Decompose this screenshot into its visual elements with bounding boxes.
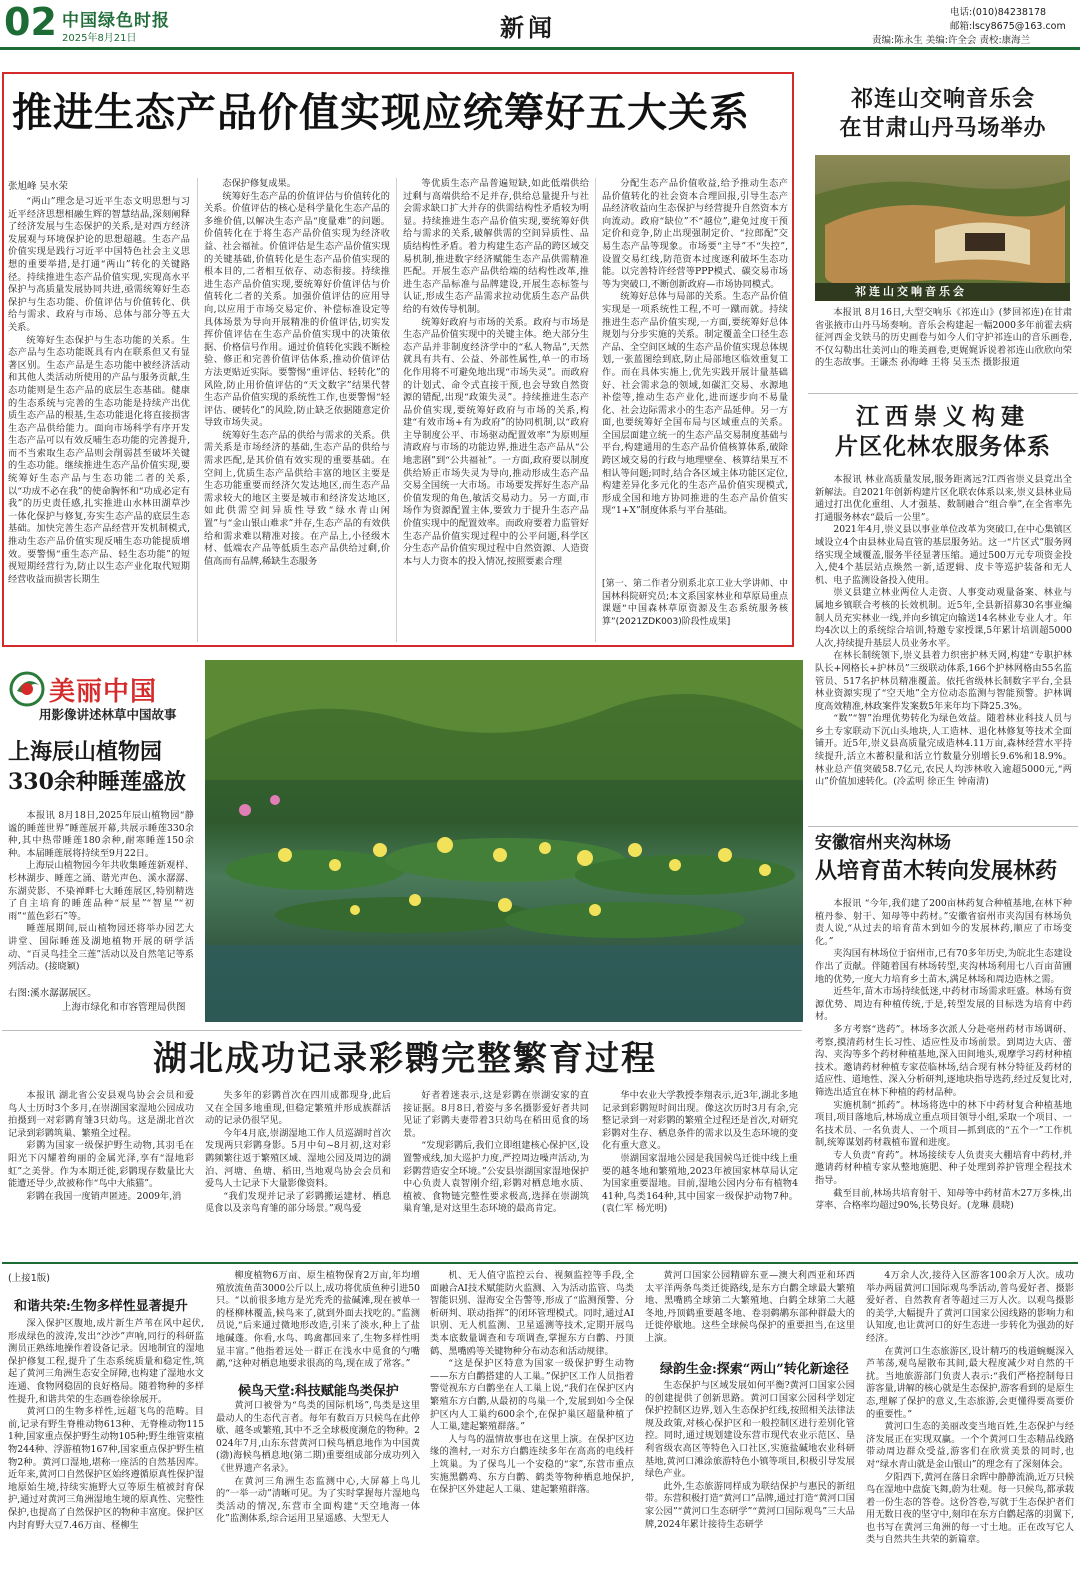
paragraph: 黄河口生态的美丽改变当地百姓,生态保护与经济发展正在实现双赢。一个个黄河口生态精品线路带动周边群众受益,游客们在欣赏美景的同时,也对“绿水青山就是金山银山”的理念有了深刻体会。 (866, 1421, 1074, 1470)
date: 2025年8月21日 (62, 33, 137, 44)
lead-col-3-text (403, 178, 589, 568)
paragraph: 统筹好总体与局部的关系。生态产品价值实现是一项系统性工程,不可一蹴而就。持续推进生态产品价值实现,一方面,要统筹好总体规划与分步实施的关系。制定覆盖全口径生态产品、全空间区域的生态产品价值实现总体规划,一张蓝图绘到底,防止局部地区临效重复工作。而在具体实施上,优先实践开展计量基础好、社会需求急的领域,如碳汇交易、水源地补偿等,推动生态产业化,进而逐步向不易量化、社会边际需求小的生态产品延伸。另一方面,也要统筹好全国布局与区域重点的关系。全国层面建立统一的生态产品交易制度基础与平台,构建通用的生态产品价值核算体系,破除跨区域交易的行政与地理壁垒、核算结果互不相认等问题;同时,结合各区域主体功能区定位,构建差异化多元化的生态产品价值实现模式,形成全国和地方协同推进的生态产品价值实现“1+X”制度体系与平台基础。 (602, 291, 788, 517)
bottom-heading-1: 和谐共荣:生物多样性显著提升 (14, 1299, 188, 1314)
jiangxi-rule (808, 826, 1078, 827)
meili-title-2: 330余种睡莲盛放 (8, 769, 186, 795)
bottom-col-4a (645, 1270, 855, 1354)
anhui-title-1: 安徽宿州夹沟林场 (815, 833, 951, 853)
lead-divider-1 (197, 178, 198, 642)
paragraph: 统筹好生态产品的供给与需求的关系。供需关系是市场经济的基础,生态产品的供给与需求匹配,是其价值有效实现的重要基础。在空间上,优质生态产品供给丰富的地区主要是生态功能重要而经济欠发达地区,而生态产品需求较大的地区主要是城市和经济发达地区,如此供需空间异质性导致“绿水青山闲置”与“金山银山难求”并存,生态产品的有效供给和需求难以精准对接。在产品上,小径级木材、低端农产品等低质生态产品供给过剩,价值高而有品牌,稀缺生态服务 (204, 429, 390, 567)
contact-phone: 电话:(010)84238178 (950, 7, 1047, 18)
meili-logo-icon (9, 671, 45, 707)
lead-col-3 (403, 178, 589, 642)
qilian-photo-art (815, 155, 1070, 301)
paragraph: 彩鹮在我国一度销声匿迹。2009年,消 (26, 1190, 182, 1202)
paragraph: “这是保护区特意为国家一级保护野生动物——东方白鹳搭建的人工巢。”保护区工作人员指着警觉视东方白鹳坐在人工巢上说,“我们在保护区内繁殖东方白鹳,从最初的鸟巢一个,发展到如今全保护区内人工巢约600余个,在保护巢区超量种植了人工巢,建起繁殖群落。” (430, 1358, 634, 1433)
paragraph: 好者着迷表示,这是彩鹮在崇湖安家的直接证据。8月8日,着姿与多名摄影爱好者共同见证了彩鹮夫妻带着3只幼鸟在稻田觅食的场景。 (403, 1090, 589, 1139)
meili-title-1: 上海辰山植物园 (8, 739, 163, 765)
bottom-col-2a-text (216, 1270, 420, 1371)
paragraph: 柳度植物6万亩、原生植物保育2万亩,年均增殖放流鱼苗3000公斤以上,成功将优质鱼种引进50只。“以前很多地方是光秃秃的盐碱滩,现在被单一的柽柳林覆盖,候鸟来了,就到外面去找吃的。”监测员说,“后来通过微地形改造,引来了淡水,种上了盐地碱蓬。你看,水鸟、鸣禽都回来了,生物多样性明显丰富。”他指着远处一群正在浅水中觅食的勺嘴鹬,“这种对栖息地要求很高的鸟,现在成了常客。” (216, 1270, 420, 1370)
lead-col-4-text (602, 178, 788, 518)
jiangxi-text-body (815, 474, 1072, 789)
bottom-col-1 (8, 1318, 204, 1578)
masthead-rule (0, 47, 1080, 50)
hubei-col-1 (8, 1090, 194, 1245)
paragraph: 本报讯 8月16日,大型交响乐《祁连山》(梦回祁连)在甘肃省张掖市山丹马场奏响。音乐会构建起一幅2000多年前霍去病征河西金戈铁马的历史画卷与如今人们守护祁连山的音乐画卷,不仅勾勒出壮美河山的唯美画卷,更娓娓诉说着祁连山欣欣向荣的生态故事。王谦杰 孙海峰 王将 吴玉杰 摄影报道 (815, 307, 1072, 369)
paragraph: 等优质生态产品普遍短缺,如此低端供给过剩与高端供给不足并存,供给总量提升与社会需求缺口扩大并存的供需结构性矛盾较为明显。持续推进生态产品价值实现,要统筹好供给与需求的关系,破解供需的空间异质性、品质结构性矛盾。着力构建生态产品的跨区域交易机制,推进数字经济赋能生态产品供需精准匹配。开展生态产品供给端的结构性改革,推进生态产品标准与品牌建设,开展生态标签与认证,形成生态产品需求拉动优质生态产品供给的有效传导机制。 (403, 178, 589, 315)
paragraph: 生态保护与区域发展如何平衡?黄河口国家公园的创建提供了创新思路。黄河口国家公园科学划定保护控制区边界,划入生态保护红线,按照相关法律法规及政策,对核心保护区和一般控制区进行差别化管控。同时,通过规划建设东营市现代农业示范区、垦利省级农高区等特色入口社区,实施盐碱地农业科研基地,黄河口滩涂旅游特色小镇等项目,积极引导发展绿色产业。 (645, 1380, 855, 1480)
contact-email: 邮箱:lscy8675@163.com (950, 21, 1066, 32)
paragraph: 2021年4月,崇义县以事业单位改革为突破口,在中心集镇区域设立4个由县林业局直管的基层服务站。这一“片区式”服务网络实现全域覆盖,服务半径显著压缩。通过500万元专项资金投入,使4个基层站点焕然一新,适逻辑、皮卡等巡护装备和无人机、电子监测设备投入使用。 (815, 524, 1072, 586)
paragraph: 华中农业大学教授李翔表示,近3年,湖北多地记录到彩鹮短时间出现。像这次历时3月有余,完整记录到一对彩鹮的繁殖全过程还是首次,对研究彩鹮对生存、栖息条件的需求以及生态环境的变化有重大意义。 (602, 1090, 798, 1152)
paragraph: 本报讯 湖北省公安县观鸟协会会员和爱鸟人士历时3个多月,在崇湖国家湿地公园成功拍摄到一对彩鹮育雏3只幼鸟。这是湖北首次记录到彩鹮筑巢、繁殖全过程。 (8, 1090, 194, 1139)
paragraph: 分配生态产品价值收益,给予推动生态产品价值转化的社会资本合理回报,引导生态产品经济收益向生态保护与经营提升自然资本方向流动。政府“缺位”不“越位”,避免过度干预定价和竞争,防止出现强制定价、“拉郎配”交易生态产品等现象。市场要“主导”不“失控”,设置交易红线,防范资本过度逐利破坏生态功能。以完善特许经营等PPP模式、碳交易市场等为突破口,不断创新政府—市场协同模式。 (602, 178, 788, 290)
bottom-col-1-text (8, 1318, 204, 1532)
continued-tag: (上接1版) (8, 1273, 50, 1284)
jiangxi-title-2: 片区化林农服务体系 (835, 433, 1051, 460)
qilian-photo (815, 155, 1070, 301)
paragraph: 近些年,苗木市场持续低迷,中药材市场需求旺盛。林场有资源优势、周边有种植传统,于是,转型发展的目标选为培育中药材。 (815, 986, 1072, 1023)
paragraph: 此外,生态旅游同样成为联结保护与惠民的新纽带。东营积极打造“黄河口”品牌,通过打造“黄河口国家公园”“黄河口生态研学”“黄河口国际观鸟”三大品牌,2024年累计接待生态研学 (645, 1480, 855, 1530)
paragraph: “两山”理念是习近平生态文明思想与习近平经济思想相融生辉的智慧结晶,深刻阐释了经济发展与生态保护的关系,是对西方经济发展观与环境保护论的思想超越。生态产品价值实现是践行习近平中国特色社会主义思想的重要举措,是打通“两山”转化的关键路径。持续推进生态产品价值实现,实现高水平保护与高质量发展协同共进,亟需统筹好生态保护与生态功能、价值评估与价值转化、供给与需求、政府与市场、总体与部分等五大关系。 (8, 196, 190, 333)
hubei-title: 湖北成功记录彩鹮完整繁育过程 (153, 1039, 657, 1079)
hubei-col-3-text (403, 1090, 589, 1216)
qilian-rule (808, 393, 1078, 394)
hubei-col-4 (602, 1090, 798, 1245)
paragraph: 上海辰山植物园今年共收集睡莲新观样、杉林湖步、睡莲之涌、谐光声色、溪水潺潺、东湖荧影、不染禅畔七大睡莲展区,特别精选了自主培育的睡莲品种“辰星”“智星”“初雨”“蓝色彩石”等。 (8, 860, 194, 922)
qilian-title-2: 在甘肃山丹马场举办 (839, 115, 1047, 141)
jiangxi-title-1: 江西崇义构建 (856, 403, 1030, 430)
qilian-title-1: 祁连山交响音乐会 (850, 86, 1035, 112)
lead-divider-3 (595, 178, 596, 642)
bottom-col-5 (866, 1270, 1074, 1578)
paragraph: 夹沟国有林场位于宿州市,已有70多年历史,为皖北生态建设作出了贡献。伴随着国有林场转型,夹沟林场利用七八百亩苗圃地的优势,一度大力培育乡土苗木,满足林场和周边造林之需。 (815, 948, 1072, 985)
meili-slogan: 用影像讲述林草中国故事 (39, 707, 177, 722)
paragraph: 睡莲展期间,辰山植物园还将举办园艺大讲堂、国际睡莲及湖地植物开展的研学活动、“百灵鸟挂全三莲”活动以及自然笔记等系列活动。(接晓颖) (8, 923, 194, 973)
bottom-heading-3: 绿韵生金:探索“两山”转化新途径 (660, 1362, 849, 1377)
waterlily-photo (205, 660, 803, 1022)
anhui-text-body (815, 898, 1072, 1213)
paragraph: 本报讯 8月18日,2025年辰山植物园“静谧的睡莲世界”睡莲展开幕,共展示睡莲330余种,其中热带睡莲180余种,耐寒睡莲150余种。本届睡莲展将持续至9月22日。 (8, 810, 194, 859)
paragraph: 本报讯 “今年,我们建了200亩林药复合种植基地,在林下种植丹参、射干、知母等中药材。”安徽省宿州市夹沟国有林场负责人说,“从过去的培育苗木到如今的发展林药,顺应了市场变化。” (815, 898, 1072, 947)
paragraph: 崇义县建立林业两位人走资、人事变动观量备案、林业与属地乡镇联合考核的长效机制。近5年,全县新招募30名事业编制人员充实林业一线,并向乡镇定向输送14名林业专业人才。年均4次以上的系统综合培训,特邀专家授课,5年累计培训超5000人次,持续提升基层人员业务水平。 (815, 587, 1072, 649)
lead-col-1 (8, 196, 190, 642)
bottom-col-4b (645, 1380, 855, 1578)
bottom-col-5-text (866, 1270, 1074, 1547)
meili-logo (5, 665, 195, 725)
bottom-section-rule (2, 1262, 1078, 1264)
editors: 责编:陈永生 美编:许全会 责校:康海兰 (872, 35, 1031, 46)
paragraph: 今年4月底,崇湖湿地工作人员巡湖时首次发现两只彩鹮身影。5月中旬~8月初,这对彩鹮频繁往返于繁殖区域、湿地公园及周边的湖泊、河塘、鱼塘、稻田,当地观鸟协会会员和爱鸟人士记录下大量影像资料。 (205, 1127, 391, 1190)
bottom-heading-2: 候鸟天堂:科技赋能鸟类保护 (238, 1384, 399, 1399)
paragraph: 实施机制“抓药”。林场将选中的林下中药材复合种植基地项目,项目落地后,林场成立重点项目领导小组,采取一个项目、一名技术员、一名负责人、一个项目—抓到底的“五个一”工作机制,统筹谋划药材栽植布置和进度。 (815, 1099, 1072, 1149)
hubei-col-2 (205, 1090, 391, 1245)
paragraph: 专人负责“育药”。林场接续专人负责夹大棚培育中药材,并邀请药材种植专家从整地施肥、种子处理到养护管理全程技术指导。 (815, 1149, 1072, 1187)
paragraph: 夕阳西下,黄河在落日余晖中静静流淌,近万只候鸟在湿地中盘旋飞舞,蔚为壮观。每一只候鸟,都承载着一份生态的答卷。这份答卷,写就于生态保护者们用无数日夜的坚守中,刻印在东方白鹳起落的羽翼下,也书写在黄河三角洲的每一寸土地。正在改写它人类与自然共生共荣的新篇章。 (866, 1471, 1074, 1546)
lead-col-4 (602, 178, 788, 576)
lead-title: 推进生态产品价值实现应统筹好五大关系 (12, 89, 750, 136)
bottom-col-3-text (430, 1270, 634, 1497)
lead-byline: 张旭峰 吴水荣 (8, 181, 69, 192)
page-number: 02 (4, 2, 57, 42)
anhui-title-2: 从培育苗木转向发展林药 (815, 858, 1058, 884)
paragraph: 人与鸟的温情故事也在这里上演。在保护区边缘的渔村,一对东方白鹳连续多年在高高的电线杆上筑巢。为了保鸟儿一个安稳的“家”,东营市重点实施黑鹳鸡、东方白鹳、鹤类等物种栖息地保护,在保护区外建起人工巢、建起繁殖群落。 (430, 1433, 634, 1496)
hubei-col-1-text (8, 1090, 194, 1203)
meili-bottom-rule (2, 1030, 802, 1031)
waterlily-photo-art (205, 660, 803, 1022)
paragraph: 崇湖国家湿地公园是我国候鸟迁徙中线上重要的越冬地和繁殖地,2023年被国家林草局认定为国家重要湿地。目前,湿地公园内分布有植物441种,鸟类164种,其中国家一级保护动物7种。(袁仁军 杨光明) (602, 1152, 798, 1215)
bottom-col-4b-text (645, 1380, 855, 1531)
masthead (0, 0, 1080, 46)
lead-col-1-text (8, 196, 190, 586)
hubei-col-2-text (205, 1090, 391, 1216)
paragraph: 在林长制统领下,崇义县着力织密护林天网,构建“专职护林队长+网格长+护林员”三级联动体系,166个护林网格由55名监管员、517名护林员精准覆盖。依托省级林长制数字平台,全县林业资源实现了“空天地”全方位动态监测与智能预警。护林调度高效精准,林政案件发案数5年来年均下降25.3%。 (815, 650, 1072, 712)
paragraph: “发现彩鹮后,我们立即组建核心保护区,设置警戒线,加大巡护力度,严控周边噪声活动,为彩鹮营造安全环境。”公安县崇湖国家湿地保护中心负责人袁智刚介绍,彩鹮对栖息地水质、植被、食物链完整性要求极高,选择在崇湖筑巢育雏,是对这里生态环境的最高肯定。 (403, 1140, 589, 1215)
hubei-col-4-text (602, 1090, 798, 1216)
paragraph: 统筹好生态产品的价值评估与价值转化的关系。价值评估的核心是科学量化生态产品的多维价值,以解决生态产品“度量难”的问题。价值转化在于将生态产品价值实现为经济收益、社会福祉。价值评估是生态产品价值实现的关键基础,价值转化是生态产品价值实现的根本目的,二者相互依存、动态衔接。持续推进生态产品价值实现,要统筹好价值评估与价值转化二者的关系。加强价值评估的应用导向,以应用于市场交易定价、补偿标准设定等具体场景为导向开展精准的价值评估,切实发挥价值评估在生态产品价值实现中的决策依据、价格信号作用。通过价值转化实践不断检验、修正和完善价值评估体系,推动价值评估方法更贴近实际。要警惕“重评估、轻转化”的风险,防止用价值评估的“天文数字”结果代替生态产品价值实现的系统性工作,也要警惕“轻评估、硬转化”的风险,防止缺乏依据随意定价导致市场失灵。 (204, 190, 390, 429)
section-title: 新闻 (500, 13, 556, 42)
paragraph: 黄河口被誉为“鸟类的国际机场”,鸟类是这里最动人的生态代言者。每年有数百万只候鸟在此停歇、越冬或繁殖,其中不乏全球极度濒危的物种。2024年7月,山东东营黄河口候鸟栖息地作为中国黄(渤)海候鸟栖息地(第二期)重要组成部分成功列入《世界遗产名录》。 (216, 1400, 420, 1474)
lead-col-2-text (204, 178, 390, 568)
jiangxi-text (815, 474, 1072, 822)
lead-fund-note: [第一、第二作者分别系北京工业大学讲师、中国林科院研究员;本文系国家林业和草原局重点课题“中国森林草原资源及生态系统服务核算”(2021ZDK003)阶段性成果] (602, 579, 788, 627)
bottom-col-4a-text (645, 1270, 855, 1346)
paragraph: 统筹好政府与市场的关系。政府与市场是生态产品价值实现中的关键主体。绝大部分生态产品并非制度经济学中的“私人物品”,天然就具有共有、公益、外部性属性,单一的市场化作用将不可避免地出现“市场失灵”。而政府的计划式、命令式直接干预,也会导致自然资源的错配,出现“政策失灵”。持续推进生态产品价值实现,要统筹好政府与市场的关系,构建“有效市场+有为政府”的协同机制,以“政府主导制度公平、市场驱动配置效率”为原则厘清政府与市场的功能边界,推进生态产品从“公地悲剧”到“公共福祉”。一方面,政府要以制度供给矫正市场失灵为导向,推动形成生态产品交易全国统一大市场。市场要发挥好生态产品价值发现的角色,敏活交易动力。另一方面,市场作为资源配置主体,要致力于提升生态产品价值实现中的配置效率。而政府要着力监管好生态产品价值实现过程中的公平问题,科学区分生态产品价值实现过程中自然资源、人造资本与人力资本的投入情况,按照要素合理 (403, 316, 589, 567)
meili-caption: 右图:溪水潺潺展区。 (8, 988, 97, 999)
lead-divider-2 (396, 178, 397, 642)
meili-text (8, 810, 194, 988)
paragraph: 失多年的彩鹮首次在四川成都现身,此后又在全国多地重现,但稳定繁殖并形成族群活动的记录仍很罕见。 (205, 1090, 391, 1127)
bottom-col-3 (430, 1270, 634, 1578)
meili-text-body (8, 810, 194, 974)
paragraph: 深入保护区腹地,成片新生芦苇在风中起伏,形成绿色的波涛,发出“沙沙”声响,同行的科研监测员正熟练地操作着设备记录。因地制宜的湿地保护修复工程,提升了生态系统质量和稳定性,筑起了黄河三角洲生态安全屏障,也构建了湿地水文连通、食物网稳固的良好格局。随着物种的多样性提升,和谐共荣的生态画卷徐徐展开。 (8, 1318, 204, 1405)
lead-col-2 (204, 178, 390, 642)
anhui-text (815, 898, 1072, 1248)
paragraph: 黄河口国家公园精辟东亚—澳大利西亚和环西太平洋两条鸟类迁徙路线,是东方白鹳全球最大繁殖地、黑嘴鸥全球第二大繁殖地、白鹤全球第二大越冬地,丹顶鹤重要越冬地、卷羽鹈鹕东部种群最大的迁徙停歇地。这些全球候鸟保护的重要担当,在这里上演。 (645, 1270, 855, 1344)
bottom-col-2a (216, 1270, 420, 1376)
paragraph: 在黄河三角洲生态监测中心,大屏幕上鸟儿的“一举一动”清晰可见。为了实时掌握每片湿地鸟类活动的情况,东营市全面构建“天空地海一体化”监测体系,综合运用卫星遥感、大型无人 (216, 1475, 420, 1525)
hubei-col-3 (403, 1090, 589, 1245)
meili-credit: 上海市绿化和市容管理局供图 (62, 1002, 186, 1013)
paragraph: 彩鹮为国家一级保护野生动物,其羽毛在阳光下闪耀着绚丽的金属光泽,享有“湿地彩虹”之美誉。作为本期迁徙,彩鹮现存数量比大能遭还导少,故被称作“鸟中大熊猫”。 (8, 1140, 194, 1190)
paragraph: “我们发现并记录了彩鹮搬运建材、栖息觅食以及亲鸟育雏的部分场景。”观鸟爱 (205, 1190, 391, 1215)
paragraph: 机、无人值守监控云台、视频监控等手段,全面融合AI技术赋能防火监测、入为活动监管、鸟类智能识别、湿海安全告警等,形成了“监测预警、分析研判、联动指挥”的闭环管理模式。同时,通过AI识别、无人机监测、卫星遥测等技术,定期开展鸟类本底数量调查和专项调查,掌握东方白鹳、丹顶鹤、黑嘴鸥等关键物种分布动态和活动规律。 (430, 1270, 634, 1357)
paragraph: 截至目前,林场共培育射干、知母等中药材苗木27万多株,出芽率、合格率均超过90%,长势良好。(龙琳 晨晓) (815, 1187, 1072, 1212)
bottom-col-2b-text (216, 1400, 420, 1526)
paragraph: 本报讯 林业高质量发展,服务距离远?江西省崇义县竟出全新解法。自2021年创新构建片区化联农体系以来,崇义县林业局通过打出优化重组、人才强基、数制融合“组合拳”,在全省率先打通服务林农“最后一公里”。 (815, 474, 1072, 523)
paragraph: 黄河口的生物多样性,远超飞鸟的范畴。目前,记录有野生脊椎动物613种、无脊椎动物1151种,国家重点保护野生动物105种;野生维管束植物244种、浮游植物167种,国家重点保护野生植物2种。黄河口湿地,堪称一座活的自然基因库。近年来,黄河口自然保护区始终遵循原真性保护湿地原始生境,持续实施野大豆等原生植被封育保护,通过对黄河三角洲湿地生境的原真性、完整性保护,也提高了自然保护区的物种丰富度。保护区内封育野大豆7.46万亩、柽柳生 (8, 1406, 204, 1531)
paragraph: 4万余人次,接待入区游客100余万人次。成功举办两届黄河口国际观鸟季活动,普鸟爱好者、摄影爱好者、自然教育者等超过三万人次。以观鸟摄影的美学,大幅提升了黄河口国家公园线路的影响力和认知度,也让黄河口的好生态进一步转化为强劲的好经济。 (866, 1270, 1074, 1344)
qilian-text-body (815, 307, 1072, 370)
meili-logo-text: 美丽中国 (49, 677, 158, 707)
paragraph: 统筹好生态保护与生态功能的关系。生态产品与生态功能既具有内在联系但又有显著区别。生态产品是生态功能中被经济活动和其他人类活动所使用的产品与服务贡献,生态功能则是生态产品的底层生态基础。健康的生态系统与完善的生态功能是持续产出优质生态产品的根基,生态功能退化将直接损害生态产品供给能力。面向市场科学有序开发生态产品可以有效反哺生态功能的完善提升,而不当索取生态产品则会削弱甚至破坏关键的生态功能。继续推进生态产品价值实现,要统筹好生态产品与生态功能二者的关系,以“功成不必在我”的使命胸怀和“功成必定有我”的历史责任感,扎实推进山水林田湖草沙一体化保护与修复,夯实生态产品的底层生态基础。加快完善生态产品经营开发机制模式,推动生态产品价值实现反哺生态功能提质增效。要警惕“重生态产品、轻生态功能”的短视短期经营行为,防止以生态产业化取代短期经营收益而损害长期生 (8, 334, 190, 585)
paragraph: 态保护修复成果。 (222, 178, 296, 189)
bottom-col-2b (216, 1400, 420, 1578)
paragraph: 在黄河口生态旅游区,设计精巧的栈道蜿蜒深入芦苇荡,观鸟屋散布其间,最大程度减少对自然的干扰。当地旅游部门负责人表示:“我们严格控制每日游客量,讲解的核心就是生态保护,游客看到的是原生态,理解了保护的意义,生态旅游,会更懂得要高要价的重要性。” (866, 1345, 1074, 1420)
paper-name: 中国绿色时报 (62, 11, 170, 31)
qilian-photo-caption: 祁连山交响音乐会 (855, 285, 967, 298)
qilian-text (815, 307, 1072, 407)
paragraph: “数”“智”治理优势转化为绿色效益。随着林业科技人员与乡土专家联动下沉山头地块,人工造林、退化林修复等技术全面铺开。近5年,崇义县高质量完成造林4.11万亩,森林经营水平持续提升,活立木蓄积量和活立竹数量分别增长9.6%和18.9%。林业总产值突破58.7亿元,农民人均涉林收入逾超5000元,“两山”价值加速转化。(冷孟明 徐正生 钟南清) (815, 713, 1072, 788)
paragraph: 多方考察“选药”。林场多次派人分赴亳州药材市场调研、考察,摸清药材生长习性、适应性及市场前景。到周边大店、蕾沟、夹沟等多个药材种植基地,深入田间地头,观摩学习药材种植技术。邀请药材种植专家莅临林场,结合现有林分特征及药材的适应性、道地性、深入分析研判,逐地块指导选药,经过反复比对,筛选出适宜在林下种植的药材品种。 (815, 1023, 1072, 1098)
